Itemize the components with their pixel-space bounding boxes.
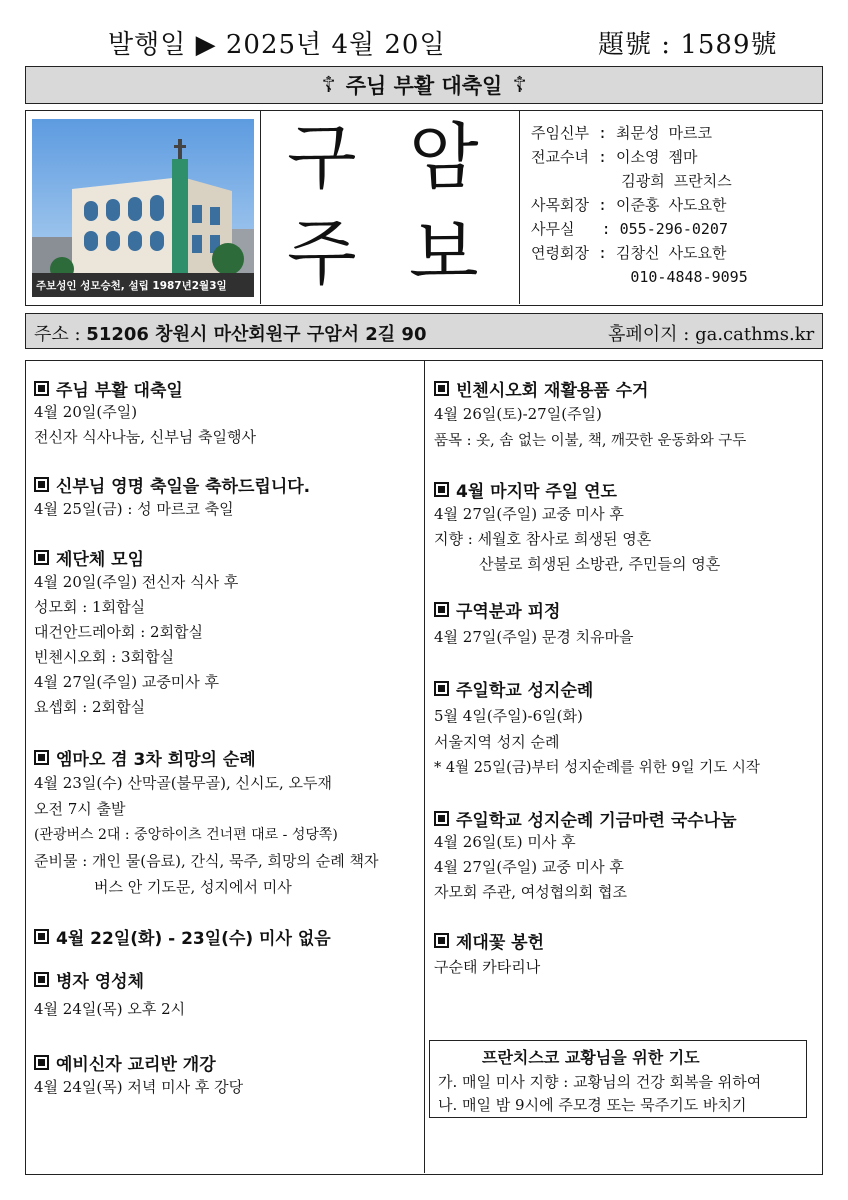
masthead — [25, 110, 823, 306]
filled-square-icon — [34, 381, 49, 396]
section-line: (관광버스 2대 : 중앙하이츠 건너편 대로 - 성당쪽) — [34, 827, 338, 843]
staff-line: 사목회장 : 이준홍 사도요한 — [531, 196, 727, 214]
section-line: 4월 27일(주일) 교중미사 후 — [34, 673, 220, 691]
staff-line: 전교수녀 : 이소영 젬마 — [531, 148, 698, 166]
staff-line: 010-4848-9095 — [531, 268, 748, 286]
section-line: 4월 26일(토)-27일(주일) — [434, 405, 602, 423]
section-heading: 4월 22일(화) - 23일(수) 미사 없음 — [34, 924, 331, 949]
homepage-link[interactable]: ga.cathms.kr — [695, 324, 815, 345]
name-char: 암 — [409, 115, 479, 199]
section-heading: 병자 영성체 — [34, 967, 144, 992]
section-line: 산불로 희생된 소방관, 주민들의 영혼 — [479, 555, 721, 573]
feast-title-bar — [25, 66, 823, 104]
filled-square-icon — [34, 1055, 49, 1070]
section-line: 성모회 : 1회합실 — [34, 598, 146, 616]
name-char: 주 — [287, 211, 357, 295]
issue-line — [0, 22, 848, 62]
church-photo — [32, 119, 254, 297]
section-heading: 주일학교 성지순례 — [434, 676, 593, 701]
staff-line: 사무실 : 055-296-0207 — [531, 220, 728, 238]
prayer-title: 프란치스코 교황님을 위한 기도 — [482, 1048, 700, 1067]
filled-square-icon — [34, 477, 49, 492]
section-line: 4월 23일(수) 산막골(불무골), 신시도, 오두재 — [34, 774, 332, 792]
filled-square-icon — [434, 811, 449, 826]
section-heading: 주님 부활 대축일 — [34, 376, 183, 401]
name-char: 구 — [287, 115, 357, 199]
section-line: 전신자 식사나눔, 신부님 축일행사 — [34, 428, 256, 446]
issue-number: 題號 : 1589號 — [598, 30, 778, 60]
filled-square-icon — [34, 550, 49, 565]
section-line: * 4월 25일(금)부터 성지순례를 위한 9일 기도 시작 — [434, 760, 760, 776]
section-line: 대건안드레아회 : 2회합실 — [34, 623, 204, 641]
staff-line: 김광희 프란치스 — [531, 172, 732, 190]
issue-date: 발행일 ▶ 2025년 4월 20일 — [108, 30, 446, 60]
section-line: 4월 27일(주일) 교중 미사 후 — [434, 505, 624, 523]
section-line: 5월 4일(주일)-6일(화) — [434, 707, 583, 725]
photo-caption: 주보성인 성모승천, 설립 1987년2월3일 — [32, 273, 254, 297]
section-heading: 예비신자 교리반 개강 — [34, 1050, 216, 1075]
section-line: 오전 7시 출발 — [34, 800, 126, 818]
address-bar — [25, 313, 823, 349]
section-line: 요셉회 : 2회합실 — [34, 698, 146, 716]
homepage: 홈페이지 : ga.cathms.kr — [608, 324, 815, 345]
church-building-illustration — [32, 119, 254, 297]
column-divider — [424, 361, 425, 1173]
filled-square-icon — [434, 602, 449, 617]
feast-title: 주님 부활 대축일 — [345, 74, 503, 98]
section-heading: 제단체 모임 — [34, 545, 144, 570]
section-line: 준비물 : 개인 물(음료), 간식, 묵주, 희망의 순례 책자 — [34, 852, 379, 870]
section-heading: 4월 마지막 주일 연도 — [434, 477, 617, 502]
photo-cell — [26, 111, 261, 304]
section-line: 4월 20일(주일) 전신자 식사 후 — [34, 573, 239, 591]
filled-square-icon — [34, 750, 49, 765]
section-line: 서울지역 성지 순례 — [434, 733, 560, 751]
prayer-line: 가. 매일 미사 지향 : 교황님의 건강 회복을 위하여 — [438, 1073, 762, 1091]
filled-square-icon — [434, 381, 449, 396]
filled-square-icon — [434, 933, 449, 948]
section-line: 구순태 카타리나 — [434, 958, 541, 976]
staff-line: 주임신부 : 최문성 마르코 — [531, 124, 713, 142]
staff-line: 연령회장 : 김창신 사도요한 — [531, 244, 727, 262]
filled-square-icon — [34, 929, 49, 944]
section-line: 4월 27일(주일) 교중 미사 후 — [434, 858, 624, 876]
name-char: 보 — [409, 211, 479, 295]
section-heading: 빈첸시오회 재활용품 수거 — [434, 376, 648, 401]
section-line: 4월 25일(금) : 성 마르코 축일 — [34, 500, 234, 518]
staff-list — [531, 121, 748, 289]
prayer-line: 나. 매일 밤 9시에 주모경 또는 묵주기도 바치기 — [438, 1096, 747, 1114]
filled-square-icon — [434, 482, 449, 497]
section-heading: 주일학교 성지순례 기금마련 국수나눔 — [434, 806, 737, 831]
filled-square-icon — [434, 681, 449, 696]
address: 주소 : 51206 창원시 마산회원구 구암서 2길 90 — [34, 324, 427, 345]
section-line: 4월 26일(토) 미사 후 — [434, 833, 576, 851]
section-line: 빈첸시오회 : 3회합실 — [34, 648, 175, 666]
section-heading: 엠마오 겸 3차 희망의 순례 — [34, 745, 256, 770]
section-heading: 구역분과 피정 — [434, 597, 560, 622]
section-line: 4월 24일(목) 오후 2시 — [34, 1000, 186, 1018]
cross-icon: ☦ — [321, 72, 336, 98]
cross-icon: ☦ — [512, 72, 527, 98]
section-line: 품목 : 옷, 솜 없는 이불, 책, 깨끗한 운동화와 구두 — [434, 433, 747, 449]
section-heading: 제대꽃 봉헌 — [434, 928, 544, 953]
papal-prayer-box — [429, 1040, 807, 1118]
section-line: 자모회 주관, 여성협의회 협조 — [434, 883, 627, 901]
section-line: 지향 : 세월호 참사로 희생된 영혼 — [434, 530, 652, 548]
section-line: 4월 24일(목) 저녁 미사 후 강당 — [34, 1078, 244, 1096]
section-heading: 신부님 영명 축일을 축하드립니다. — [34, 472, 310, 497]
section-line: 4월 20일(주일) — [34, 403, 138, 421]
bulletin-name — [261, 111, 520, 304]
section-line: 버스 안 기도문, 성지에서 미사 — [94, 878, 292, 896]
filled-square-icon — [34, 972, 49, 987]
section-line: 4월 27일(주일) 문경 치유마을 — [434, 628, 634, 646]
